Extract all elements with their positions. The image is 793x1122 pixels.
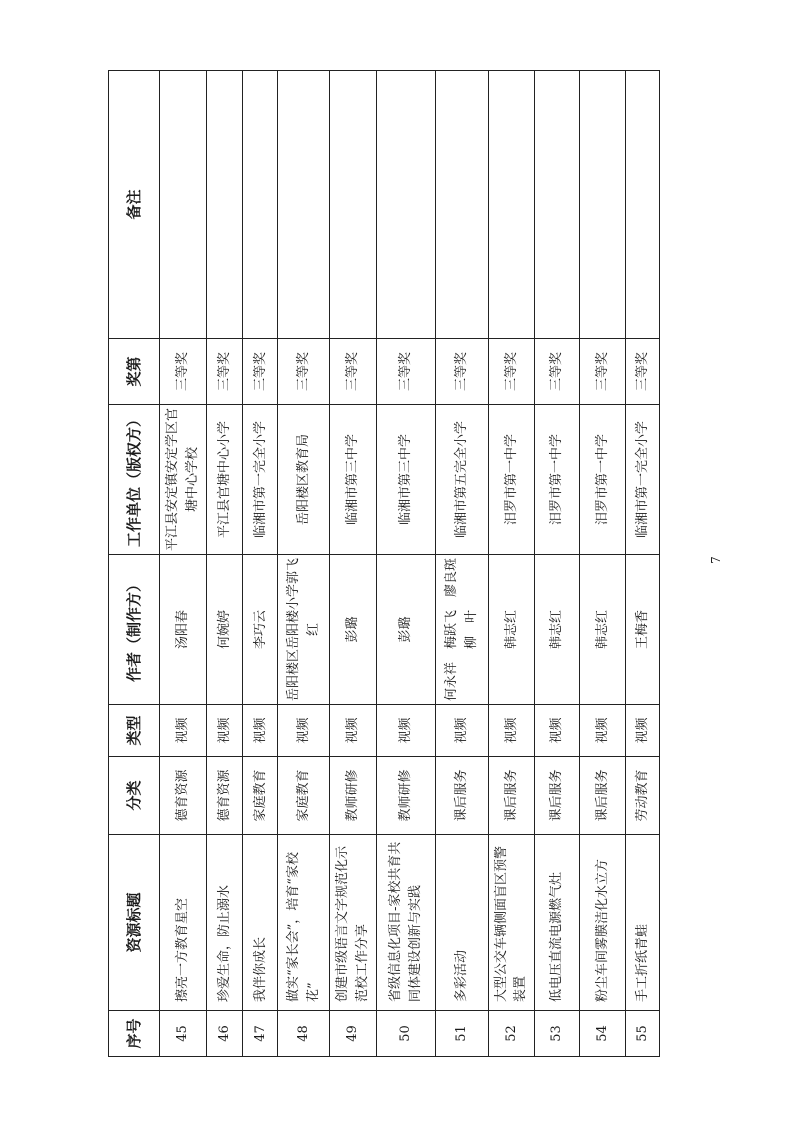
page-number: 7 — [708, 556, 723, 564]
cell-author: 韩志红 — [488, 555, 535, 705]
cell-unit: 临湘市第三中学 — [376, 405, 435, 555]
cell-award: 三等奖 — [579, 339, 626, 405]
cell-unit: 临湘市第三中学 — [330, 405, 377, 555]
cell-type: 视频 — [330, 705, 377, 757]
cell-no: 51 — [435, 1011, 488, 1057]
cell-category: 课后服务 — [535, 757, 579, 835]
cell-category: 家庭教育 — [278, 757, 330, 835]
cell-no: 55 — [626, 1011, 660, 1057]
table-row — [206, 71, 243, 1057]
cell-author: 彭璐 — [330, 555, 377, 705]
cell-author: 彭璐 — [376, 555, 435, 705]
cell-remark — [330, 71, 377, 339]
cell-unit: 汨罗市第一中学 — [579, 405, 626, 555]
cell-award: 三等奖 — [376, 339, 435, 405]
table-row — [626, 71, 660, 1057]
cell-type: 视频 — [278, 705, 330, 757]
cell-author: 李巧云 — [243, 555, 278, 705]
cell-award: 三等奖 — [626, 339, 660, 405]
cell-award: 三等奖 — [278, 339, 330, 405]
cell-type: 视频 — [488, 705, 535, 757]
cell-category: 课后服务 — [435, 757, 488, 835]
table-body — [160, 71, 660, 1057]
cell-title: 我伴你成长 — [243, 835, 278, 1011]
table-row — [535, 71, 579, 1057]
header-category: 分类 — [109, 757, 160, 835]
rotated-table-container — [108, 71, 660, 1057]
cell-unit: 平江县官塘中心小学 — [206, 405, 243, 555]
cell-remark — [376, 71, 435, 339]
cell-remark — [488, 71, 535, 339]
cell-award: 三等奖 — [535, 339, 579, 405]
cell-remark — [206, 71, 243, 339]
table-row — [160, 71, 207, 1057]
cell-type: 视频 — [206, 705, 243, 757]
cell-unit: 临湘市第一完全小学 — [626, 405, 660, 555]
cell-author: 王梅香 — [626, 555, 660, 705]
cell-category: 德育资源 — [160, 757, 207, 835]
cell-remark — [243, 71, 278, 339]
cell-type: 视频 — [535, 705, 579, 757]
cell-title: 低电压直流电源燃气灶 — [535, 835, 579, 1011]
header-row — [109, 71, 160, 1057]
cell-award: 三等奖 — [435, 339, 488, 405]
cell-unit: 汨罗市第一中学 — [535, 405, 579, 555]
cell-type: 视频 — [160, 705, 207, 757]
cell-unit: 岳阳楼区教育局 — [278, 405, 330, 555]
cell-no: 49 — [330, 1011, 377, 1057]
header-title: 资源标题 — [109, 835, 160, 1011]
cell-no: 54 — [579, 1011, 626, 1057]
cell-remark — [160, 71, 207, 339]
cell-author: 韩志红 — [535, 555, 579, 705]
cell-author: 韩志红 — [579, 555, 626, 705]
header-unit: 工作单位（版权方） — [109, 405, 160, 555]
cell-no: 53 — [535, 1011, 579, 1057]
cell-category: 教师研修 — [376, 757, 435, 835]
header-remark: 备注 — [109, 71, 160, 339]
header-award: 奖第 — [109, 339, 160, 405]
cell-author: 何永祥 梅跃飞 廖良斑 柳 叶 — [435, 555, 488, 705]
table-row — [488, 71, 535, 1057]
cell-title: 创建市级语言文字规范化示范校工作分享 — [330, 835, 377, 1011]
cell-remark — [278, 71, 330, 339]
cell-title: 手工折纸青蛙 — [626, 835, 660, 1011]
cell-no: 48 — [278, 1011, 330, 1057]
cell-type: 视频 — [626, 705, 660, 757]
cell-type: 视频 — [243, 705, 278, 757]
cell-title: 多彩活动 — [435, 835, 488, 1011]
cell-category: 课后服务 — [579, 757, 626, 835]
cell-no: 45 — [160, 1011, 207, 1057]
cell-author: 岳阳楼区岳阳楼小学郭飞红 — [278, 555, 330, 705]
cell-remark — [626, 71, 660, 339]
cell-remark — [535, 71, 579, 339]
table-row — [278, 71, 330, 1057]
cell-no: 47 — [243, 1011, 278, 1057]
cell-title: 大型公交车辆侧面盲区预警装置 — [488, 835, 535, 1011]
cell-category: 教师研修 — [330, 757, 377, 835]
award-table — [108, 70, 660, 1057]
cell-award: 三等奖 — [243, 339, 278, 405]
cell-award: 三等奖 — [488, 339, 535, 405]
cell-award: 三等奖 — [160, 339, 207, 405]
table-row — [435, 71, 488, 1057]
header-author: 作者（制作方） — [109, 555, 160, 705]
cell-unit: 临湘市第五完全小学 — [435, 405, 488, 555]
cell-award: 三等奖 — [330, 339, 377, 405]
cell-unit: 临湘市第一完全小学 — [243, 405, 278, 555]
cell-title: 省级信息化项目-家校共育共同体建设创新与实践 — [376, 835, 435, 1011]
cell-title: 做实“家长会”，培育“家校花” — [278, 835, 330, 1011]
cell-category: 劳动教育 — [626, 757, 660, 835]
cell-remark — [435, 71, 488, 339]
cell-unit: 汨罗市第一中学 — [488, 405, 535, 555]
cell-remark — [579, 71, 626, 339]
table-row — [376, 71, 435, 1057]
header-no: 序号 — [109, 1011, 160, 1057]
header-type: 类型 — [109, 705, 160, 757]
cell-category: 课后服务 — [488, 757, 535, 835]
cell-author: 汤阳春 — [160, 555, 207, 705]
cell-title: 珍爱生命，防止溺水 — [206, 835, 243, 1011]
cell-unit: 平江县安定镇安定学区官塘中心学校 — [160, 405, 207, 555]
table-row — [243, 71, 278, 1057]
cell-type: 视频 — [435, 705, 488, 757]
cell-title: 粉尘车间雾膜洁化水立方 — [579, 835, 626, 1011]
table-row — [579, 71, 626, 1057]
cell-award: 三等奖 — [206, 339, 243, 405]
cell-no: 52 — [488, 1011, 535, 1057]
cell-author: 何婉婷 — [206, 555, 243, 705]
cell-type: 视频 — [376, 705, 435, 757]
cell-no: 46 — [206, 1011, 243, 1057]
cell-category: 家庭教育 — [243, 757, 278, 835]
cell-type: 视频 — [579, 705, 626, 757]
cell-no: 50 — [376, 1011, 435, 1057]
cell-category: 德育资源 — [206, 757, 243, 835]
table-row — [330, 71, 377, 1057]
cell-title: 擦亮一方教育星空 — [160, 835, 207, 1011]
